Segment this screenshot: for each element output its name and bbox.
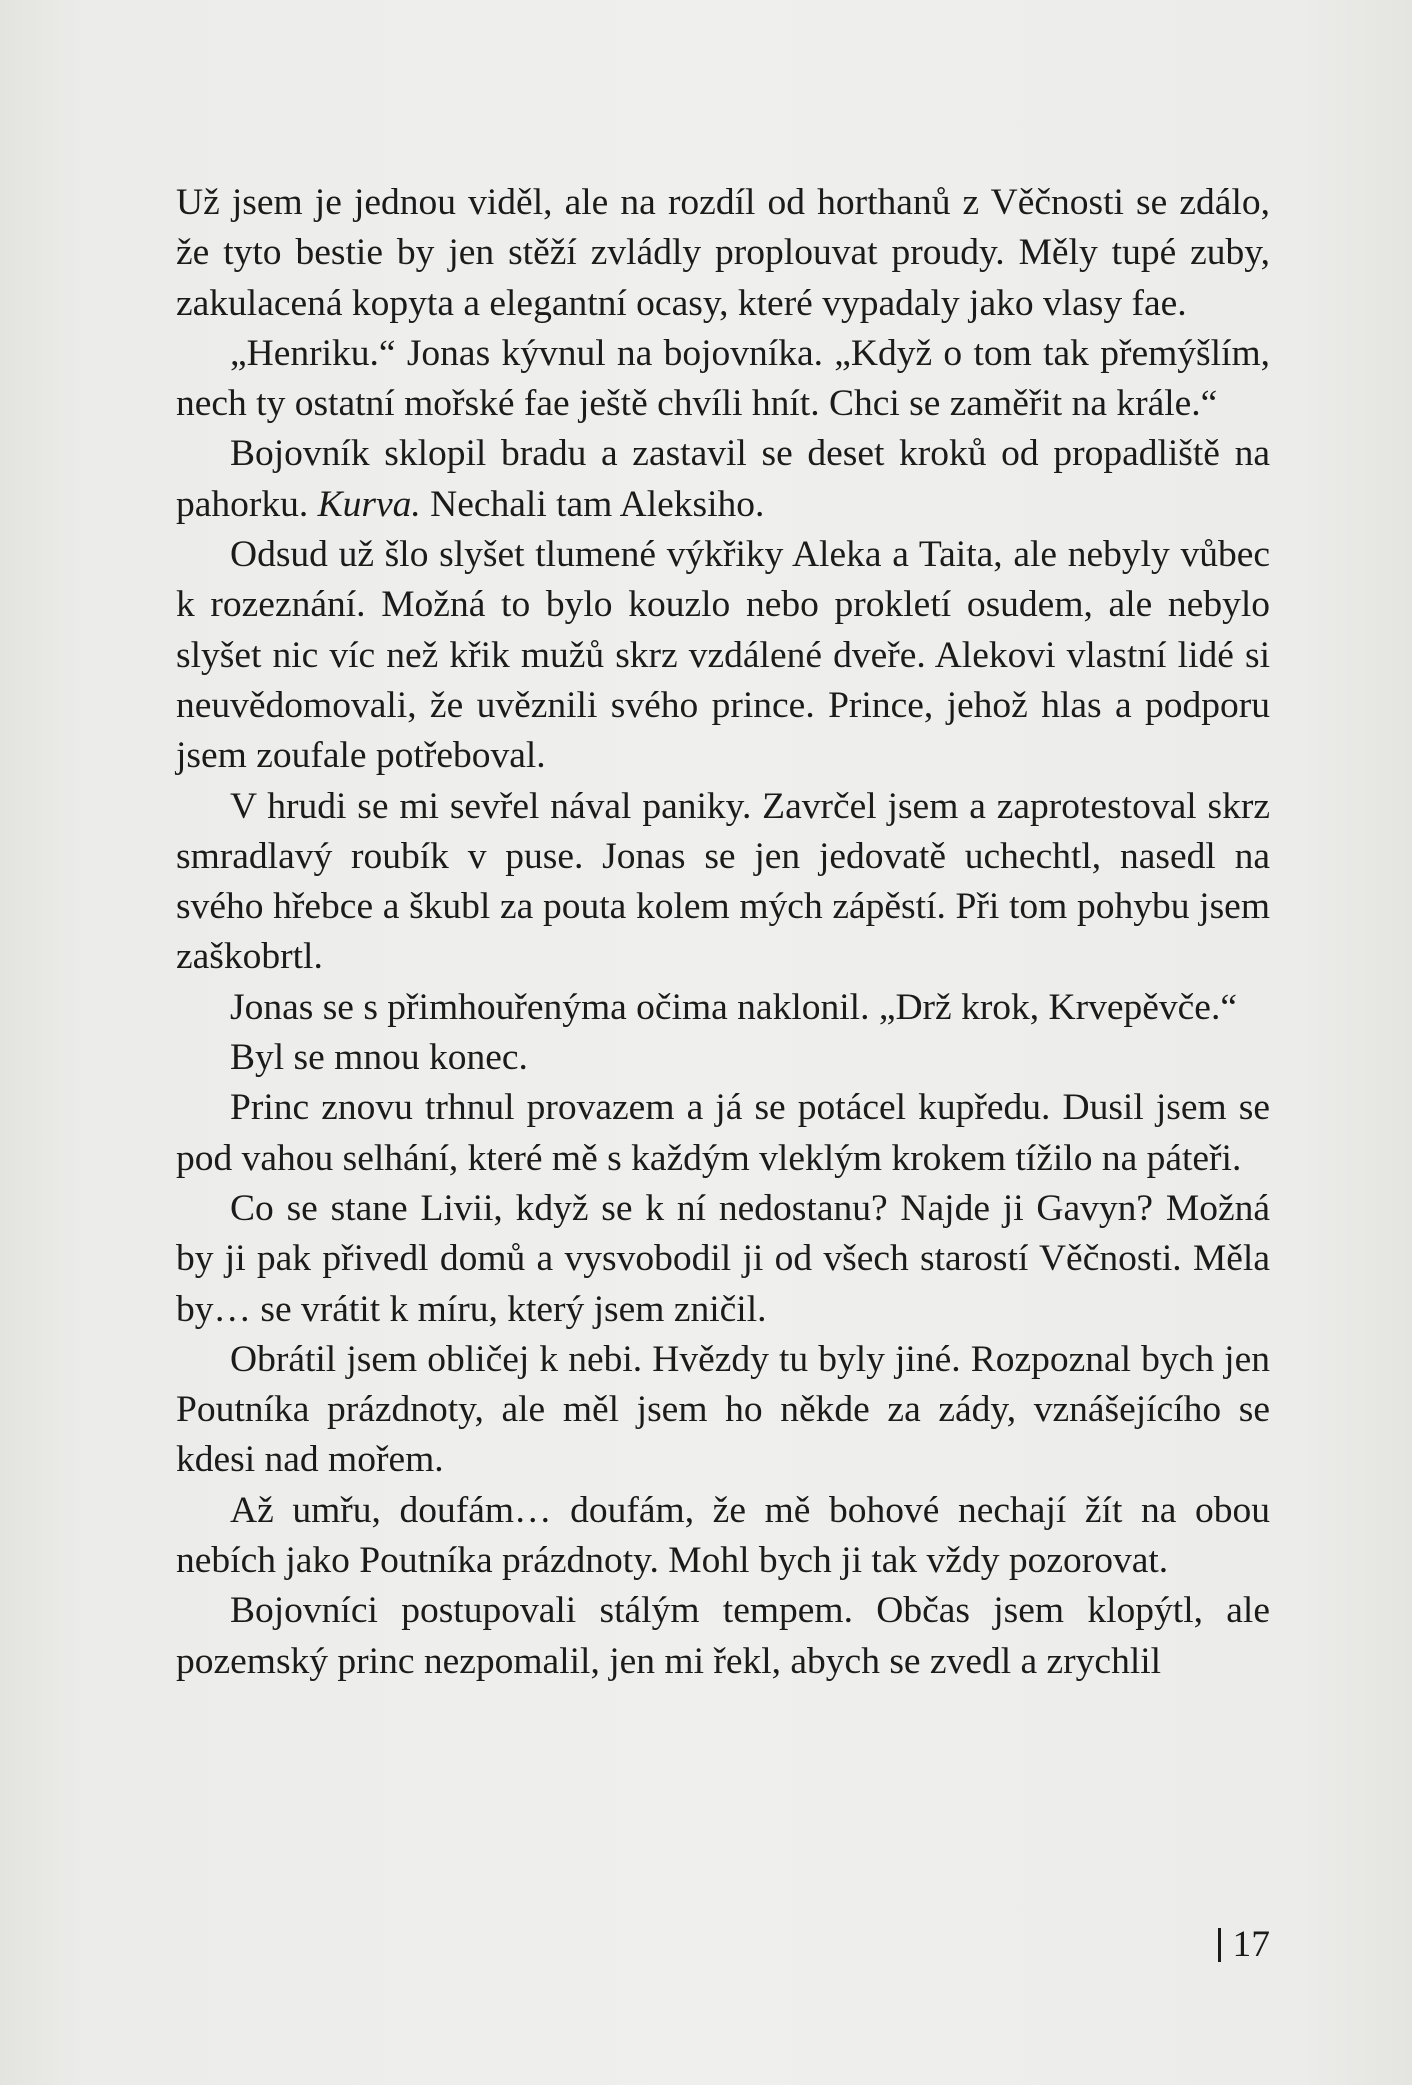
paragraph-11: Až umřu, doufám… doufám, že mě bohové nechají žít na obou nebích jako Poutníka prázdnoty. Mohl bych ji tak vždy pozorovat. [176,1489,1270,1582]
paragraph-1: Už jsem je jednou viděl, ale na rozdíl od horthanů z Věčnosti se zdálo, že tyto bestie by jen stěží zvládly proplouvat proudy. Měly tupé zuby, zakulacená kopyta a elegantní ocasy, které vypadaly jako vlasy fae. [176,182,1270,324]
paragraph-4: Odsud už šlo slyšet tlumené výkřiky Aleka a Taita, ale nebyly vůbec k rozeznání. Možná to bylo kouzlo nebo prokletí osudem, ale nebylo slyšet nic víc než křik mužů skrz vzdálené dveře. Alekovi vlastní lidé si neuvědomovali, že uvěznili svého prince. Prince, jehož hlas a podporu jsem zoufale potřeboval. [176,534,1270,777]
page-number-value: 17 [1232,1924,1270,1965]
paragraph-10: Obrátil jsem obličej k nebi. Hvězdy tu byly jiné. Rozpoznal bych jen Poutníka prázdnoty, ale měl jsem ho někde za zády, vznášejícího se kdesi nad mořem. [176,1338,1270,1481]
paragraph-12: Bojovníci postupovali stálým tempem. Občas jsem klopýtl, ale pozemský princ nezpomalil, jen mi řekl, abych se zvedl a zrychlil [176,1590,1270,1682]
paragraph-2: „Henriku.“ Jonas kývnul na bojovníka. „Když o tom tak přemýšlím, nech ty ostatní mořské fae ještě chvíli hnít. Chci se zaměřit na krále.“ [176,332,1270,425]
paragraph-3 [176,429,1270,530]
body-text [176,178,1270,1687]
paragraph-7: Byl se mnou konec. [230,1037,528,1079]
paragraph-3-text-after: Nechali tam Aleksiho. [420,483,765,525]
paragraph-6: Jonas se s přimhouřenýma očima naklonil. „Drž krok, Krvepěvče.“ [230,986,1237,1028]
page-number-rule [1218,1928,1221,1962]
paragraph-3-text-before: Bojovník sklopil bradu a zastavil se deset kroků od propadliště na pahorku. [176,433,1270,525]
paragraph-9: Co se stane Livii, když se k ní nedostanu? Najde ji Gavyn? Možná by ji pak přivedl domů a vysvobodil ji od všech starostí Věčnosti. Měla by… se vrátit k míru, který jsem zničil. [176,1187,1270,1330]
paragraph-3-emphasis: Kurva. [317,483,421,525]
paragraph-5: V hrudi se mi sevřel nával paniky. Zavrčel jsem a zaprotestoval skrz smradlavý roubík v puse. Jonas se jen jedovatě uchechtl, nasedl na svého hřebce a škubl za pouta kolem mých zápěstí. Při tom pohybu jsem zaškobrtl. [176,785,1270,978]
page-number [1218,1920,1271,1970]
paragraph-8: Princ znovu trhnul provazem a já se potácel kupředu. Dusil jsem se pod vahou selhání, které mě s každým vleklým krokem tížilo na páteři. [176,1087,1270,1179]
